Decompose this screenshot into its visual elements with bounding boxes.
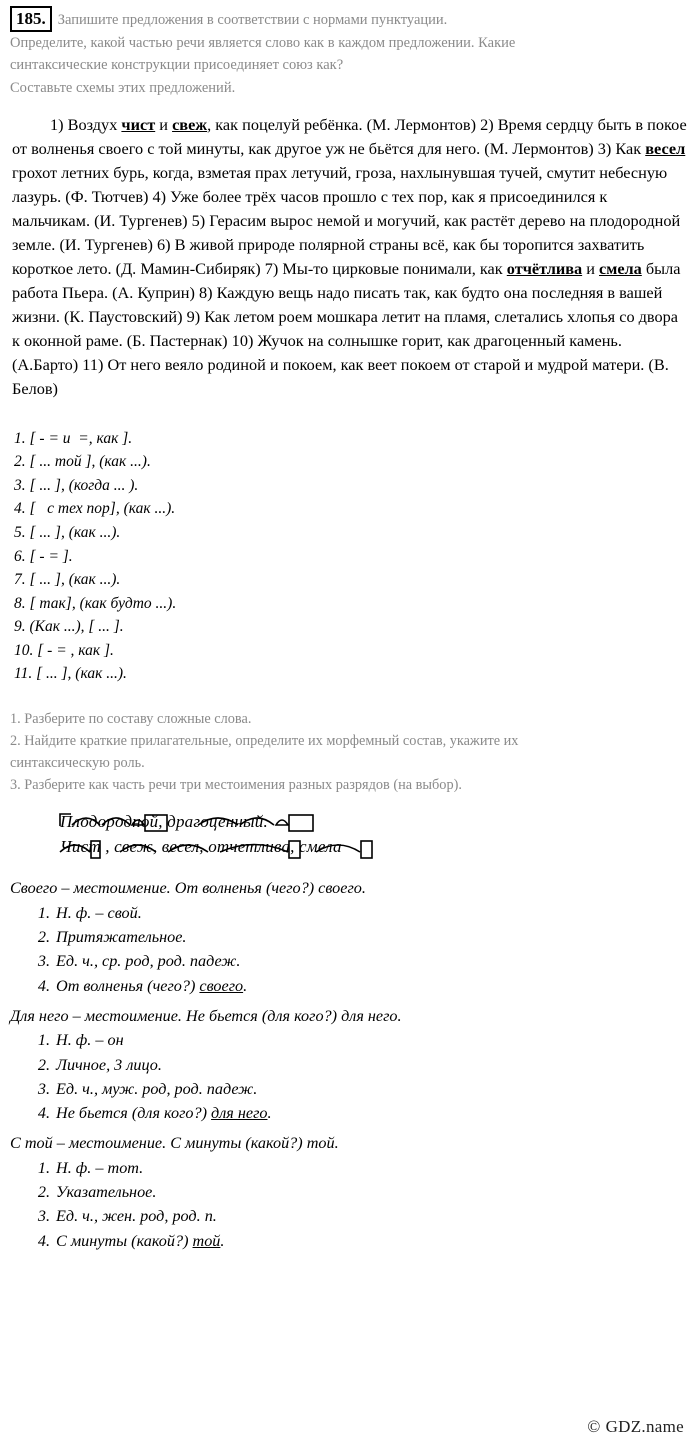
morphemic-analysis bbox=[58, 812, 700, 870]
instruction-line-3: синтаксические конструкции присоединяет союз как? bbox=[10, 57, 344, 74]
underlined-word: чист bbox=[121, 115, 156, 135]
root-arc-icon bbox=[316, 845, 360, 852]
pronoun-analysis-step: От волненья (чего?) своего. bbox=[56, 976, 248, 995]
ending-box-icon bbox=[289, 841, 300, 858]
suffix-caret-icon bbox=[276, 820, 288, 825]
schema-item: 3. [ ... ], (когда ... ). bbox=[14, 476, 139, 494]
pronoun-analysis-step: С минуты (какой?) той. bbox=[56, 1231, 225, 1250]
schema-item: 10. [ - = , как ]. bbox=[14, 641, 114, 659]
schema-item: 9. (Как ...), [ ... ]. bbox=[14, 618, 124, 636]
pronoun-analysis-collection bbox=[0, 876, 700, 1252]
root-arc-icon bbox=[240, 818, 274, 825]
pronoun-analysis-steps bbox=[10, 1156, 690, 1253]
subtask-item: 3. Разберите как часть речи три местоимения разных разрядов (на выбор). bbox=[10, 777, 462, 794]
pronoun-analysis-step: Личное, 3 лицо. bbox=[56, 1055, 162, 1074]
pronoun-analysis-step: Притяжательное. bbox=[56, 928, 187, 947]
pronoun-analysis-step: Ед. ч., ср. род, род. падеж. bbox=[56, 952, 241, 971]
pronoun-analysis-step: Ед. ч., жен. род, род. п. bbox=[56, 1207, 217, 1226]
instruction-line-1: Запишите предложения в соответствии с нормами пунктуации. bbox=[57, 12, 448, 28]
subtask-item: синтаксическую роль. bbox=[10, 755, 145, 772]
root-arc-icon bbox=[220, 845, 288, 853]
answer-body-text bbox=[12, 113, 688, 400]
sentence-text: и bbox=[582, 259, 599, 279]
subtask-item: 2. Найдите краткие прилагательные, определите их морфемный состав, укажите их bbox=[10, 733, 519, 750]
exercise-title-row bbox=[10, 6, 690, 32]
site-name: GDZ.name bbox=[605, 1417, 684, 1436]
sentence-text: была работа Пьера. (А. Куприн) 8) Каждую вещь надо писать так, как будто она последняя в вашей жизни. (К. Паустовский) 9) Как летом роем мошкара летит на пламя, слетались хлопья со двора к оконной раме. (Б. Пастернак) 10) Жучок на солнышке горит, как драгоценный камень. (А.Барто) 11) От него веяло родиной и покоем, как веет покоем от старой и мудрой матери. (В. Белов) bbox=[12, 259, 681, 398]
sentence-schema-list bbox=[14, 427, 700, 686]
underlined-word: той bbox=[192, 1231, 221, 1250]
suffix-caret-icon bbox=[132, 820, 144, 825]
underlined-word: для него bbox=[211, 1104, 268, 1123]
pronoun-analysis bbox=[10, 1131, 690, 1252]
root-arc-icon bbox=[72, 818, 100, 825]
pronoun-analysis-heading: Для него – местоимение. Не бьется (для кого?) для него. bbox=[10, 1006, 402, 1025]
subtask-list bbox=[10, 708, 690, 797]
prefix-bracket-icon bbox=[60, 814, 71, 826]
sentence-collection bbox=[12, 115, 687, 397]
schema-item: 2. [ ... той ], (как ...). bbox=[14, 453, 151, 471]
pronoun-analysis-steps bbox=[10, 901, 690, 998]
pronoun-analysis bbox=[10, 876, 690, 997]
pronoun-analysis-step: Не бьется (для кого?) для него. bbox=[56, 1104, 272, 1123]
ending-box-icon bbox=[289, 815, 313, 831]
root-arc-icon bbox=[60, 845, 90, 852]
morphemic-line-1: Плодородной, драгоценный. bbox=[60, 812, 268, 832]
subtask-item: 1. Разберите по составу сложные слова. bbox=[10, 710, 252, 727]
pronoun-analysis-heading: Своего – местоимение. От волненья (чего?) своего. bbox=[10, 879, 366, 898]
morphemic-line-2: Чист , свеж, весел, отчетлива, смела bbox=[60, 837, 342, 857]
pronoun-analysis-step: Указательное. bbox=[56, 1183, 157, 1202]
schema-item: 7. [ ... ], (как ...). bbox=[14, 571, 121, 589]
pronoun-analysis-heading: С той – местоимение. С минуты (какой?) той. bbox=[10, 1134, 339, 1153]
ending-box-icon bbox=[145, 815, 167, 831]
underlined-word: смела bbox=[599, 259, 642, 279]
copyright-icon: © bbox=[587, 1417, 601, 1436]
exercise-header bbox=[0, 0, 700, 99]
copyright-footer bbox=[587, 1417, 684, 1437]
ending-box-icon bbox=[91, 841, 100, 858]
underlined-word: свеж bbox=[172, 115, 208, 135]
root-arc-icon bbox=[198, 818, 238, 825]
underlined-word: весел bbox=[645, 139, 686, 159]
schema-item: 5. [ ... ], (как ...). bbox=[14, 524, 121, 542]
schema-item: 6. [ - = ]. bbox=[14, 547, 73, 565]
schema-item: 4. [ с тех пор], (как ...). bbox=[14, 500, 176, 518]
morpheme-marks-overlay bbox=[58, 812, 478, 870]
instruction-line-2: Определите, какой частью речи является слово как в каждом предложении. Какие bbox=[10, 35, 516, 51]
ending-box-icon bbox=[361, 841, 372, 858]
pronoun-analysis-step: Н. ф. – он bbox=[56, 1031, 124, 1050]
schema-item: 1. [ - = и =, как ]. bbox=[14, 429, 133, 447]
sentence-text: 1) Воздух bbox=[50, 115, 122, 135]
exercise-number-badge: 185. bbox=[10, 6, 52, 32]
underlined-word: своего bbox=[199, 976, 244, 995]
underlined-word: отчётлива bbox=[506, 259, 583, 279]
root-arc-icon bbox=[102, 818, 130, 825]
sentence-text: грохот летних бурь, когда, взметая прах летучий, гроза, нахлынувшая тучей, смутит небесную лазурь. (Ф. Тютчев) 4) Уже более трёх часов прошло с тех пор, как я присоединился к мальчикам. (И. Тургенев) 5) Герасим вырос немой и могучий, как растёт дерево на плодородной земле. (И. Тургенев) 6) В живой природе полярной страны всё, как бы торопится захватить короткое лето. (Д. Мамин-Сибиряк) 7) Мы-то цирковые понимали, как bbox=[12, 163, 681, 279]
schema-item: 8. [ так], (как будто ...). bbox=[14, 594, 177, 612]
pronoun-analysis bbox=[10, 1004, 690, 1125]
instruction-line-4: Составьте схемы этих предложений. bbox=[10, 79, 236, 96]
pronoun-analysis-step: Н. ф. – свой. bbox=[56, 903, 142, 922]
root-arc-icon bbox=[120, 845, 156, 852]
sentence-text: , как поцелуй ребёнка. (М. Лермонтов) 2) Время сердцу быть в покое от волненья своего с той минуты, как другое уж не бьётся для него. (М. Лермонтов) 3) Как bbox=[12, 115, 687, 159]
pronoun-analysis-step: Ед. ч., муж. род, род. падеж. bbox=[56, 1079, 258, 1098]
instruction-block bbox=[10, 32, 690, 99]
schema-item: 11. [ ... ], (как ...). bbox=[14, 665, 127, 683]
pronoun-analysis-steps bbox=[10, 1028, 690, 1125]
pronoun-analysis-step: Н. ф. – тот. bbox=[56, 1158, 144, 1177]
root-arc-icon bbox=[168, 845, 208, 852]
sentence-text: и bbox=[155, 115, 173, 135]
